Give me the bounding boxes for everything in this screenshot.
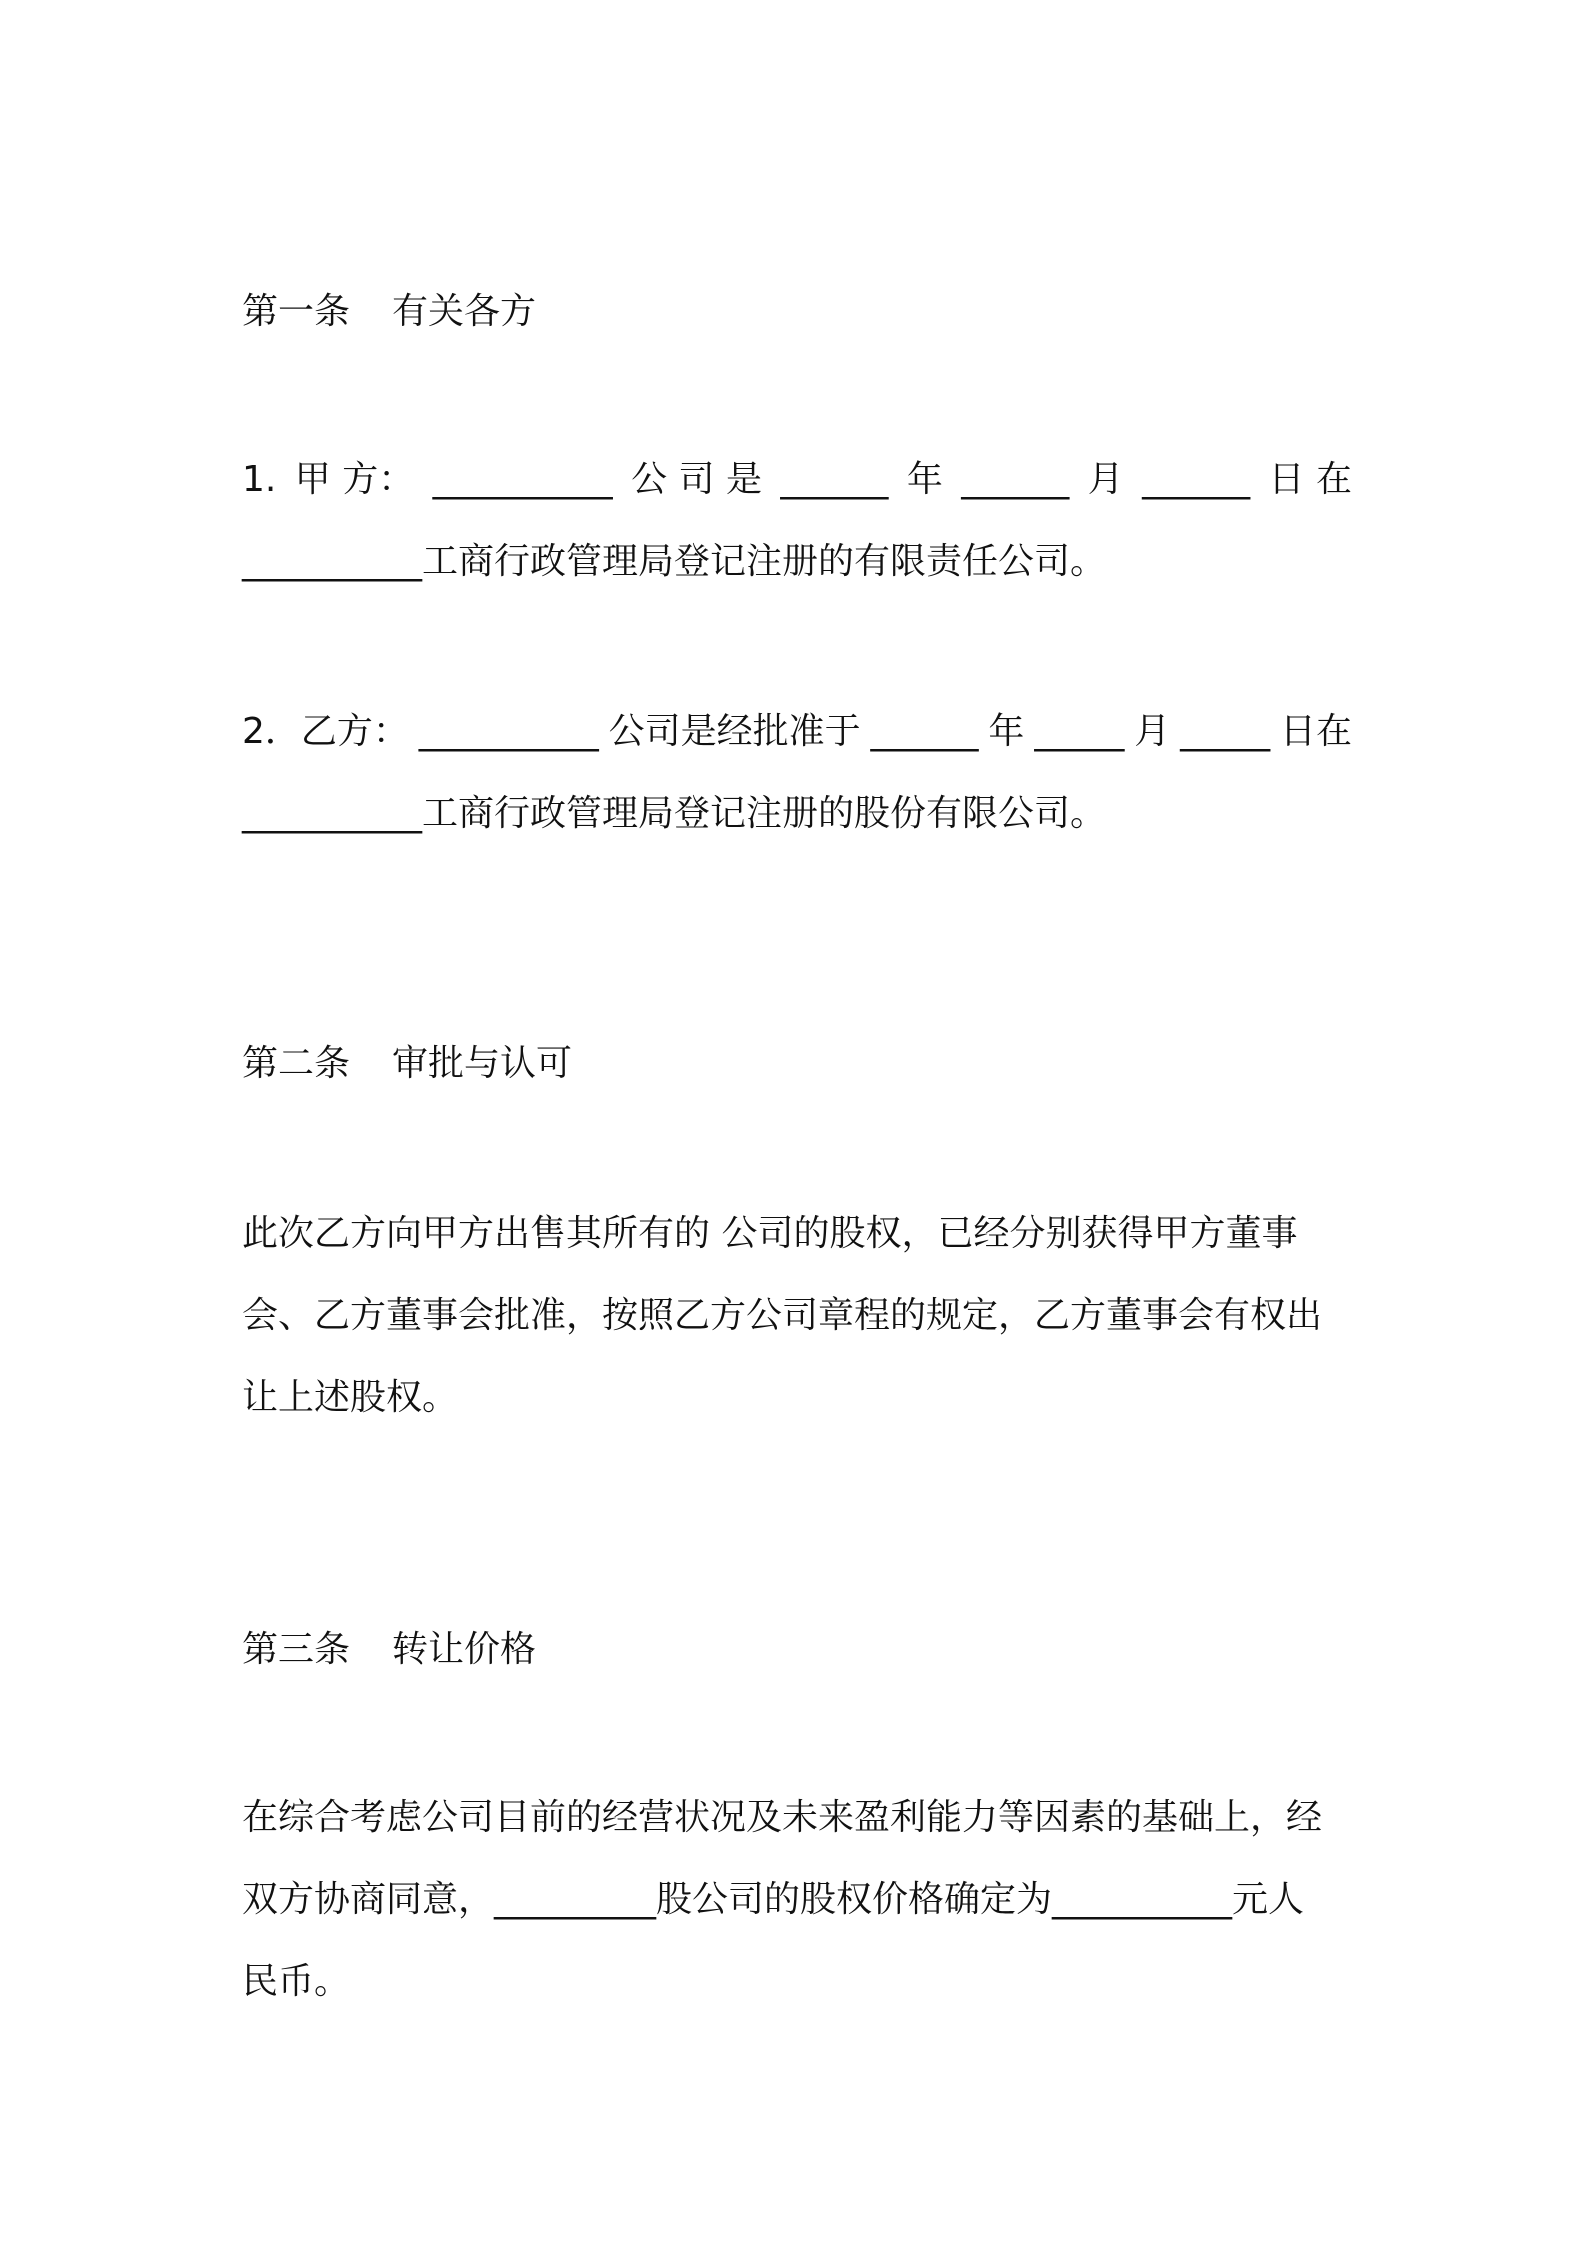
party-b-line-1 [242,708,1352,756]
party-b-year-label: 年 [988,711,1025,752]
party-b-day-label: 日在 [1279,711,1352,752]
article3-title: 转让价格 [392,1629,537,1670]
party-a-label: 甲 方： [294,459,415,500]
party-b-label: 2．乙方： [242,711,409,752]
party-a-month-label: 月 [1087,459,1124,500]
article3-paragraph-line-2: 双方协商同意，_________股公司的股权价格确定为__________元人 [242,1879,1305,1920]
party-b-day-blank[interactable]: _____ [1180,711,1271,752]
party-a-year-label: 年 [906,459,943,500]
article2-title: 审批与认可 [392,1043,573,1084]
article2-number: 第二条 [242,1043,351,1084]
article2-paragraph-line-3: 让上述股权。 [242,1377,459,1418]
party-a-year-blank[interactable]: ______ [780,459,889,500]
party-b-month-blank[interactable]: _____ [1034,711,1125,752]
party-b-month-label: 月 [1134,711,1171,752]
article1-heading [242,288,536,336]
article3-heading [242,1626,536,1674]
article3-paragraph-line-3: 民币。 [242,1961,351,2002]
party-a-month-blank[interactable]: ______ [961,459,1070,500]
party-a-line-2: __________工商行政管理局登记注册的有限责任公司。 [242,541,1107,582]
party-b-company-text: 公司是经批准于 [608,711,861,752]
party-a-line-1 [242,456,1352,504]
article1-title: 有关各方 [392,291,537,332]
article2-heading [242,1040,572,1088]
party-a-company-blank[interactable]: __________ [432,459,613,500]
article1-number: 第一条 [242,291,351,332]
article3-paragraph-line-1: 在综合考虑公司目前的经营状况及未来盈利能力等因素的基础上，经 [242,1797,1323,1838]
article2-paragraph-line-1: 此次乙方向甲方出售其所有的 公司的股权，已经分别获得甲方董事 [242,1213,1298,1254]
party-a-prefix: 1. [242,459,277,500]
party-b-year-blank[interactable]: ______ [870,711,979,752]
party-b-company-blank[interactable]: __________ [418,711,599,752]
article3-number: 第三条 [242,1629,351,1670]
article2-paragraph-line-2: 会、乙方董事会批准，按照乙方公司章程的规定，乙方董事会有权出 [242,1295,1323,1336]
party-a-company-text: 公 司 是 [631,459,762,500]
party-b-line-2: __________工商行政管理局登记注册的股份有限公司。 [242,793,1107,834]
party-a-day-label: 日 在 [1268,459,1352,500]
party-a-day-blank[interactable]: ______ [1142,459,1251,500]
